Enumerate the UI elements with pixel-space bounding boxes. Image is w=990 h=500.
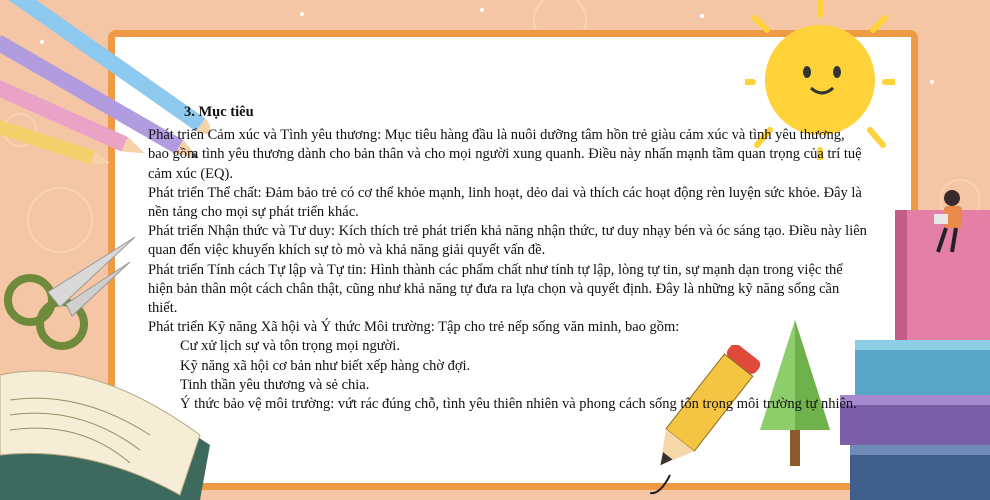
paragraph-physical: Phát triển Thể chất: Đảm bảo trẻ có cơ thể khỏe mạnh, linh hoạt, dẻo dai và thích các hoạt động rèn luyện sức khỏe. Đây là nền tảng cho mọi sự phát triển khác. — [148, 184, 862, 221]
subitem-environment: Ý thức bảo vệ môi trường: vứt rác đúng chỗ, tình yêu thiên nhiên và phong cách sống tôn trọng môi trường tự nhiên. — [180, 396, 857, 413]
slide-content — [148, 103, 868, 414]
paragraph-cognition: Phát triển Nhận thức và Tư duy: Kích thích trẻ phát triển khả năng nhận thức, tư duy nhạy bén và óc sáng tạo. Điều này liên quan đến việc khuyến khích sự tò mò và khả năng giải quyết vấn đề. — [148, 223, 867, 259]
subitem-queueing: Kỹ năng xã hội cơ bản như biết xếp hàng chờ đợi. — [180, 357, 471, 374]
paragraph-social: Phát triển Kỹ năng Xã hội và Ý thức Môi trường: Tập cho trẻ nếp sống văn minh, bao gồm: — [148, 319, 680, 336]
scissors-icon — [0, 232, 140, 352]
subitem-sharing: Tinh thần yêu thương và sẻ chia. — [180, 376, 370, 393]
subitem-politeness: Cư xử lịch sự và tôn trọng mọi người. — [180, 338, 400, 355]
paragraph-independence: Phát triển Tính cách Tự lập và Tự tin: Hình thành các phẩm chất như tính tự lập, lòng tự tin, sự mạnh dạn trong việc thể hiện bản thân một cách chân thật, cũng như khả năng tự đưa ra lựa chọn và quyết định. Đây là những kỹ năng sống cần thiết. — [148, 261, 843, 317]
paragraph-emotion: Phát triển Cảm xúc và Tình yêu thương: Mục tiêu hàng đầu là nuôi dưỡng tâm hồn trẻ giàu cảm xúc và tình yêu thương, bao gồm tình yêu thương dành cho bản thân và cho mọi người xung quanh. Điều này nhấn mạnh tầm quan trọng của trí tuệ cảm xúc (EQ). — [148, 127, 862, 182]
slide-heading: 3. Mục tiêu — [184, 104, 254, 120]
